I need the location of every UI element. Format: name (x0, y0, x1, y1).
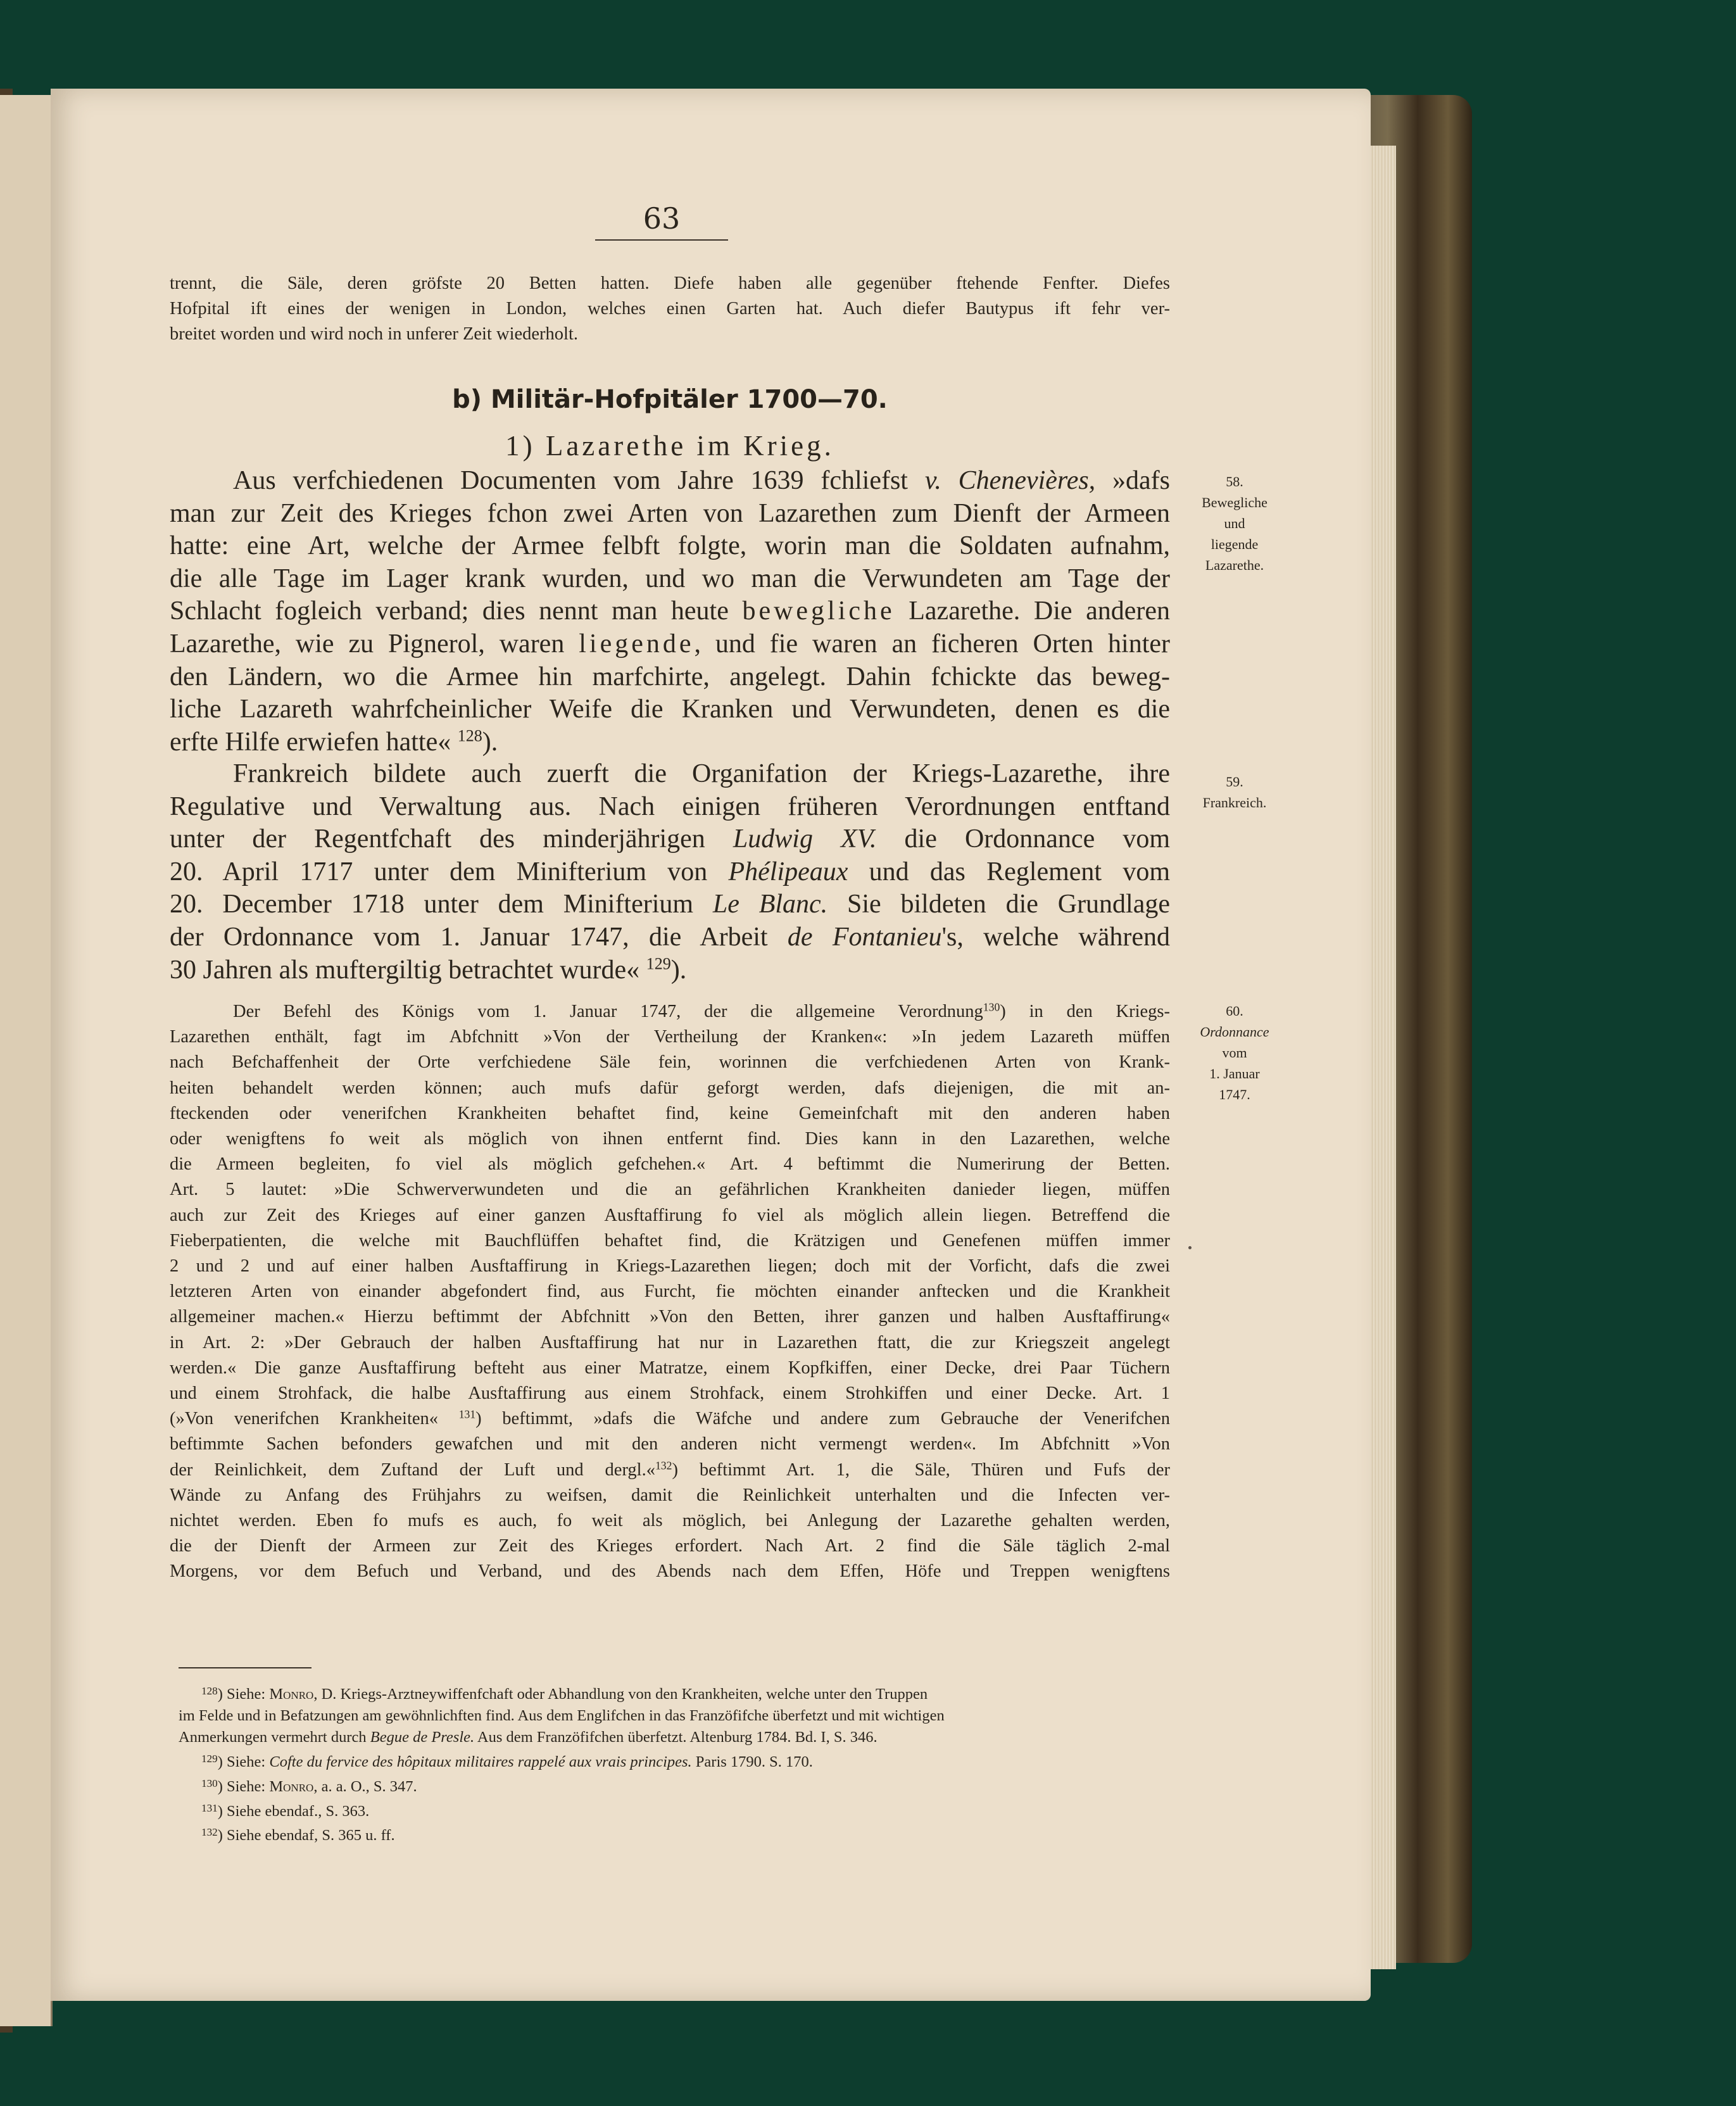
margin-note-number: 60. (1226, 1003, 1243, 1019)
footnote-130: $^{130}$) Siehe: Monro, a. a. O., S. 347. (201, 1777, 417, 1795)
footnote-ref: 131 (458, 1408, 476, 1421)
text-line: unter der Regentfchaft des minderjährigen Ludwig XV. die Ordonnance vom (170, 824, 1170, 854)
intro-line: Hofpital ift eines der wenigen in London, welches einen Garten hat. Auch diefer Bautypus ift fehr ver- (170, 299, 1170, 319)
footnote-line: Anmerkungen vermehrt durch Begue de Presle. Aus dem Franzöfifchen überfetzt. Altenburg 1784. Bd. I, S. 346. (179, 1728, 877, 1746)
left-page-edge (0, 95, 53, 2026)
footnote-132: $^{132}$) Siehe ebendaf, S. 365 u. ff. (201, 1826, 395, 1844)
text-line: 2 und 2 und auf einer halben Ausftaffirung in Kriegs-Lazarethen liegen; doch mit der Vorficht, dafs die zwei (170, 1256, 1170, 1277)
footnote-128: $^{128}$) Siehe: Monro, D. Kriegs-Arztneywiffenfchaft oder Abhandlung von den Krankheiten, welche unter den Truppen (201, 1685, 928, 1703)
text-line: Morgens, vor dem Befuch und Verband, und des Abends nach dem Effen, Höfe und Treppen wenigftens (170, 1561, 1170, 1582)
text-line: Art. 5 lautet: »Die Schwerverwundeten und die an gefährlichen Krankheiten danieder liegen, müffen (170, 1180, 1170, 1200)
text-line: Aus verfchiedenen Documenten vom Jahre 1639 fchliefst v. Chenevières, »dafs (233, 466, 1170, 495)
text-line: heiten behandelt werden können; auch mufs dafür geforgt werden, dafs diejenigen, die mit an- (170, 1078, 1170, 1098)
text-line: die alle Tage im Lager krank wurden, und wo man die Verwundeten am Tage der (170, 564, 1170, 593)
text-line: Regulative und Verwaltung aus. Nach einigen früheren Verordnungen entftand (170, 791, 1170, 821)
text-line: Schlacht fogleich verband; dies nennt man heute bewegliche Lazarethe. Die anderen (170, 596, 1170, 626)
text-line: liche Lazareth wahrfcheinlicher Weife die Kranken und Verwundeten, denen es die (170, 695, 1170, 724)
text-line: 20. December 1718 unter dem Minifterium Le Blanc. Sie bildeten die Grundlage (170, 890, 1170, 919)
footnote-ref: 129 (646, 954, 671, 973)
text-line: fteckenden oder venerifchen Krankheiten behaftet find, keine Gemeinfchaft mit den anderen haben (170, 1103, 1170, 1123)
margin-note-58 (1184, 471, 1285, 576)
margin-note-line: 1747. (1219, 1087, 1250, 1102)
footnote-ref: 128 (457, 726, 482, 745)
intro-line: breitet worden und wird noch in unferer Zeit wiederholt. (170, 324, 578, 344)
paragraph-59 (170, 758, 1170, 987)
page-number: 63 (643, 201, 681, 236)
footnote-129: $^{129}$) Siehe: Cofte du fervice des hôpitaux militaires rappelé aux vrais principes. Paris 1790. S. 170. (201, 1752, 813, 1770)
text-line: die der Dienft der Armeen zur Zeit des Krieges erfordert. Nach Art. 2 find die Säle täglich 2-mal (170, 1536, 1170, 1556)
text-line: der Reinlichkeit, dem Zuftand der Luft und dergl.«$^{132}$) beftimmt Art. 1, die Säle, Thüren und Fufs der (170, 1458, 1170, 1480)
text-line: den Ländern, wo die Armee hin marfchirte, angelegt. Dahin fchickte das beweg- (170, 662, 1170, 691)
text-line: auch zur Zeit des Krieges auf einer ganzen Ausftaffirung fo viel als möglich allein liegen. Betreffend die (170, 1205, 1170, 1225)
text-line: Frankreich bildete auch zuerft die Organifation der Kriegs-Lazarethe, ihre (233, 759, 1170, 788)
text-line: 20. April 1717 unter dem Minifterium von Phélipeaux und das Reglement vom (170, 857, 1170, 886)
footnotes (179, 1680, 1170, 1846)
footnote-rule (179, 1667, 311, 1668)
margin-note-line: und (1224, 515, 1245, 531)
intro-paragraph (170, 271, 1170, 348)
footnote-line: im Felde und in Befatzungen am gewöhnlichften find. Aus dem Englifchen in das Franzöfifche überfetzt und mit wichtigen (179, 1706, 945, 1724)
text-line: 30 Jahren als muftergiltig betrachtet wurde« $^{129}$). (170, 954, 687, 985)
margin-note-line: Frankreich. (1202, 795, 1267, 810)
text-line: hatte: eine Art, welche der Armee felbft folgte, worin man die Soldaten aufnahm, (170, 531, 1170, 561)
text-line: die Armeen begleiten, fo viel als möglich gefchehen.« Art. 4 beftimmt die Numerirung der Betten. (170, 1154, 1170, 1175)
text-line: nach Befchaffenheit der Orte verfchiedene Säle fein, worinnen die verfchiedenen Arten von Krank- (170, 1052, 1170, 1073)
text-line: nichtet werden. Eben fo mufs es auch, fo weit als möglich, bei Anlegung der Lazarethe gehalten werden, (170, 1511, 1170, 1531)
margin-note-number: 59. (1226, 774, 1243, 790)
paragraph-58 (170, 465, 1170, 759)
margin-note-number: 58. (1226, 474, 1243, 489)
margin-speck (1188, 1246, 1192, 1249)
text-line: letzteren Arten von einander abgefondert find, aus Furcht, fie möchten einander anftecken und die Krankheit (170, 1282, 1170, 1302)
text-line: Wände zu Anfang des Frühjahrs zu weifsen, damit die Reinlichkeit unterhalten und die Infecten ver- (170, 1485, 1170, 1505)
page-number-rule (595, 239, 728, 241)
subsection-heading: 1) Lazarethe im Krieg. (505, 430, 834, 462)
intro-line: trennt, die Säle, deren gröfste 20 Betten hatten. Diefe haben alle gegenüber ftehende Fenfter. Diefes (170, 274, 1170, 293)
text-line: man zur Zeit des Krieges fchon zwei Arten von Lazarethen zum Dienft der Armeen (170, 498, 1170, 528)
text-line: Der Befehl des Königs vom 1. Januar 1747, der die allgemeine Verordnung$^{130}$) in den Kriegs- (233, 1000, 1170, 1021)
text-line: beftimmte Sachen befonders gewafchen und mit den anderen nicht vermengt werden«. Im Abfchnitt »Von (170, 1434, 1170, 1454)
text-line: werden.« Die ganze Ausftaffirung befteht aus einer Matratze, einem Kopfkiffen, einer Decke, drei Paar Tüchern (170, 1358, 1170, 1378)
text-line: Lazarethe, wie zu Pignerol, waren liegende, und fie waren an ficheren Orten hinter (170, 629, 1170, 659)
footnote-ref: 132 (655, 1458, 672, 1472)
margin-note-line: 1. Januar (1209, 1066, 1260, 1081)
footnote-ref: 130 (983, 1000, 1000, 1014)
text-line: oder wenigftens fo weit als möglich von ihnen entfernt find. Dies kann in den Lazarethen, welche (170, 1129, 1170, 1149)
section-heading: b) Militär-Hofpitäler 1700—70. (452, 385, 888, 414)
margin-note-line: Lazarethe. (1205, 557, 1264, 573)
text-line: Lazarethen enthält, fagt im Abfchnitt »Von der Vertheilung der Kranken«: »In jedem Lazareth müffen (170, 1027, 1170, 1047)
text-line: der Ordonnance vom 1. Januar 1747, die Arbeit de Fontanieu's, welche während (170, 922, 1170, 952)
margin-note-line: Ordonnance (1200, 1024, 1269, 1040)
text-line: allgemeiner machen.« Hierzu beftimmt der Abfchnitt »Von den Betten, ihrer ganzen und halben Ausftaffirung« (170, 1307, 1170, 1327)
margin-note-line: liegende (1211, 536, 1259, 552)
text-line: in Art. 2: »Der Gebrauch der halben Ausftaffirung hat nur in Lazarethen ftatt, die zur Kriegszeit angelegt (170, 1332, 1170, 1353)
text-line: und einem Strohfack, die halbe Ausftaffirung aus einem Strohfack, einem Strohkiffen und einer Decke. Art. 1 (170, 1384, 1170, 1404)
margin-note-59 (1184, 771, 1285, 813)
margin-note-line: vom (1222, 1045, 1247, 1061)
paragraph-60 (170, 999, 1170, 1585)
margin-note-60 (1184, 1000, 1285, 1105)
text-line: Fieberpatienten, die welche mit Bauchflüffen behaftet find, die Krätzigen und Genefenen müffen immer (170, 1230, 1170, 1251)
text-line: (»Von venerifchen Krankheiten« $^{131}$) beftimmt, »dafs die Wäfche und andere zum Gebrauche der Venerifchen (170, 1408, 1170, 1429)
margin-note-line: Bewegliche (1202, 495, 1267, 510)
text-line: erfte Hilfe erwiefen hatte« $^{128}$). (170, 726, 498, 757)
footnote-131: $^{131}$) Siehe ebendaf., S. 363. (201, 1801, 370, 1820)
